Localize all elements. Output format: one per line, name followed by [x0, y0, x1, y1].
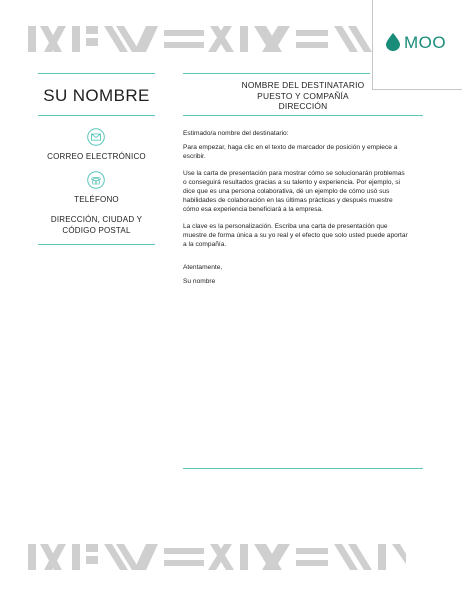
- sender-address-line1[interactable]: DIRECCIÓN, CIUDAD Y: [50, 215, 143, 224]
- letter-paragraph-3[interactable]: [183, 222, 409, 249]
- letter-greeting[interactable]: [183, 129, 409, 138]
- name-bottom-rule: [38, 115, 155, 116]
- recipient-name[interactable]: NOMBRE DEL DESTINATARIO: [241, 80, 365, 90]
- letter-closing[interactable]: [183, 263, 409, 272]
- bottom-decorative-banner: [28, 544, 406, 570]
- name-top-rule: [38, 73, 155, 74]
- letter-bottom-rule: [183, 468, 423, 469]
- telephone-icon: [87, 171, 105, 189]
- logo-box: [372, 0, 462, 90]
- letter-signature[interactable]: [183, 277, 409, 286]
- letter-paragraph-2[interactable]: [183, 169, 409, 214]
- letter-paragraph-1[interactable]: [183, 143, 409, 161]
- paragraph-3-text: La clave es la personalización. Escriba una carta de presentación que muestre de forma única a su yo real y el efecto que solo usted puede aportar a la compañía.: [183, 223, 408, 249]
- greeting-text: Estimado/a nombre del destinatario:: [183, 130, 289, 137]
- paragraph-2-text: Use la carta de presentación para mostrar cómo se solucionarán problemas o conseguirá resultados gracias a su talento y experiencia. Por ejemplo, si dice que es una persona colaborativa, dé un ejemplo de cómo usó sus habilidades de colaboración en las últimas prácticas y después muestre cómo esa experiencia beneficiará a la empresa.: [183, 170, 405, 214]
- drop-icon: [386, 33, 400, 51]
- banner-pattern-bottom: [28, 544, 406, 570]
- sender-address-line2[interactable]: CÓDIGO POSTAL: [62, 226, 131, 235]
- closing-text: Atentamente,: [183, 264, 223, 271]
- recipient-address[interactable]: DIRECCIÓN: [278, 101, 328, 111]
- banner-pattern-top: [28, 26, 406, 52]
- sender-phone[interactable]: TELÉFONO: [74, 195, 119, 204]
- sender-email[interactable]: CORREO ELECTRÓNICO: [47, 152, 146, 161]
- top-decorative-banner: [28, 26, 406, 52]
- logo-text: MOO: [404, 33, 447, 52]
- recipient-top-rule: [183, 73, 370, 74]
- recipient-bottom-rule: [183, 115, 423, 116]
- contact-bottom-rule: [38, 244, 155, 245]
- envelope-icon: [87, 128, 105, 146]
- paragraph-1-text: Para empezar, haga clic en el texto de marcador de posición y empiece a escribir.: [183, 144, 398, 161]
- recipient-position-company[interactable]: PUESTO Y COMPAÑÍA: [257, 90, 349, 101]
- sender-name[interactable]: SU NOMBRE: [43, 86, 150, 105]
- signature-text: Su nombre: [183, 278, 216, 285]
